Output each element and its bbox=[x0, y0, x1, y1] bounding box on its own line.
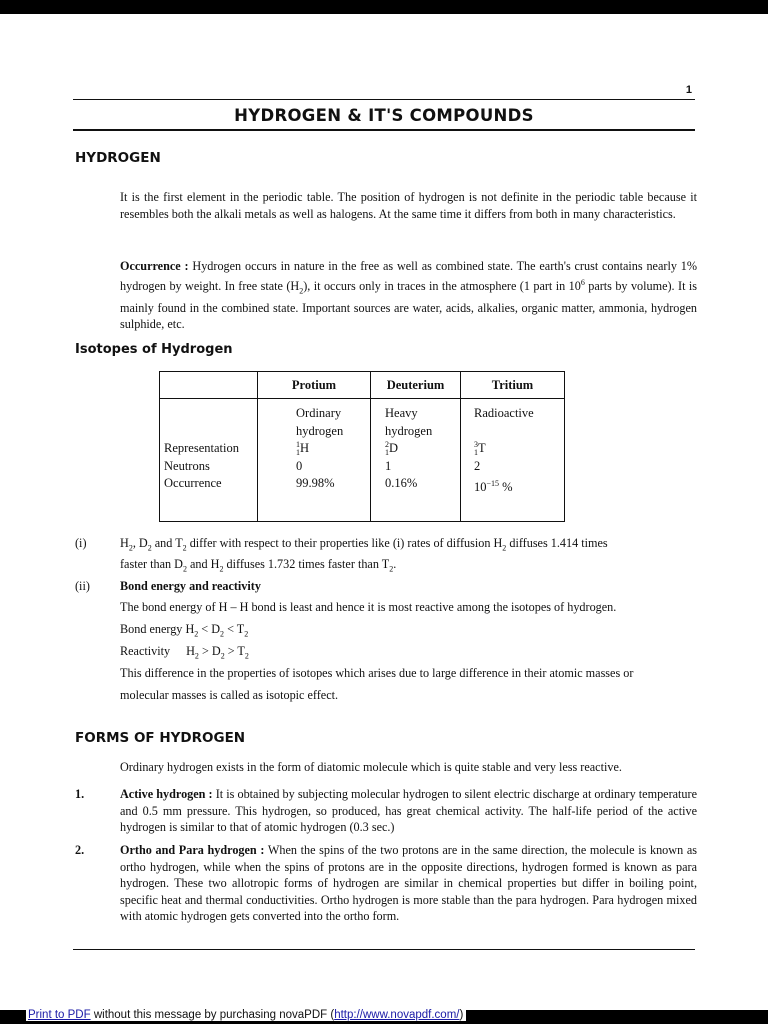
item-2-paragraph: Ortho and Para hydrogen : When the spins of the two protons are in the same direction, the molecule is known as ortho hydrogen, while when the spins of protons are in the opposite directions, hydrogen formed is known as para hydrogen. These two allotropic forms of hydrogen are similar in chemical properties but differ in boiling point, specific heat and thermal conductivities. Ortho hydrogen is more stable than the para hydrogen. Para hydrogen mixed with atomic hydrogen gets converted into the ortho form. bbox=[120, 843, 697, 923]
print-to-pdf-link[interactable]: Print to PDF bbox=[28, 1009, 91, 1021]
reactivity-line: Reactivity $H_2 > D_2 > T_2$ bbox=[120, 644, 249, 661]
point-i-line-1: $H_2$, $D_2$ and $T_2$ differ with respect to their properties like (i) rates of diffusion $H_2$ diffuses 1.414 times bbox=[120, 536, 608, 553]
bottom-rule bbox=[73, 949, 695, 950]
title-bottom-rule bbox=[73, 129, 695, 131]
header-deuterium: Deuterium bbox=[371, 372, 461, 399]
item-2-number: 2. bbox=[75, 843, 85, 857]
footer-message: Print to PDF without this message by purchasing novaPDF (http://www.novapdf.com/) bbox=[26, 1009, 466, 1021]
isotope-table bbox=[159, 371, 565, 522]
item-1-paragraph: Active hydrogen : It is obtained by subjecting molecular hydrogen to silent electric discharge at ordinary temperature and 0.5 mm pressure. This hydrogen, so produced, has great chemical activity. The half-life period of the active hydrogen is similar to that of atomic hydrogen (0.3 sec.) bbox=[120, 787, 697, 834]
tritium-occurrence: $10^{-15}$ % bbox=[474, 479, 513, 495]
tritium-cell: Radioactive 3 1T 2 $10^{-15}$ % bbox=[461, 399, 565, 522]
point-ii-line-1: The bond energy of H – H bond is least and hence it is most reactive among the isotopes of hydrogen. bbox=[120, 600, 617, 614]
row-label-occurrence: Occurrence bbox=[164, 476, 222, 490]
protium-symbol: 1 1H bbox=[296, 440, 310, 458]
section-heading-hydrogen: HYDROGEN bbox=[75, 150, 161, 166]
page-number: 1 bbox=[685, 84, 692, 96]
row-labels-cell bbox=[160, 399, 258, 522]
tritium-symbol: 3 1T bbox=[474, 440, 486, 458]
point-ii-line-4: This difference in the properties of isotopes which arises due to large difference in their atomic masses or bbox=[120, 666, 634, 680]
row-label-neutrons: Neutrons bbox=[164, 458, 210, 473]
point-i-label: (i) bbox=[75, 536, 87, 550]
point-ii-label: (ii) bbox=[75, 579, 90, 593]
forms-intro: Ordinary hydrogen exists in the form of diatomic molecule which is quite stable and very less reactive. bbox=[120, 760, 622, 774]
occurrence-label: Occurrence : bbox=[120, 259, 189, 273]
section-heading-forms: FORMS OF HYDROGEN bbox=[75, 730, 246, 746]
protium-cell: Ordinary hydrogen 1 1H 0 99.98% bbox=[258, 399, 371, 522]
novapdf-link[interactable]: http://www.novapdf.com/ bbox=[334, 1009, 460, 1021]
point-i-line-2: faster than $D_2$ and $H_2$ diffuses 1.732 times faster than $T_2$. bbox=[120, 557, 397, 574]
title-top-rule bbox=[73, 99, 695, 100]
row-label-representation: Representation bbox=[164, 441, 239, 455]
point-ii-heading: Bond energy and reactivity bbox=[120, 579, 261, 593]
bond-energy-line: Bond energy $H_2 < D_2 < T_2$ bbox=[120, 622, 249, 639]
item-1-number: 1. bbox=[75, 787, 85, 801]
deuterium-cell: Heavy hydrogen 2 1D 1 0.16% bbox=[371, 399, 461, 522]
intro-paragraph: It is the first element in the periodic table. The position of hydrogen is not definite in the periodic table because it resembles both the alkali metals as well as halogens. At the same time it differs from both in many characteristics. bbox=[120, 190, 697, 221]
header-empty-cell bbox=[160, 372, 258, 399]
header-tritium: Tritium bbox=[461, 372, 565, 399]
header-protium: Protium bbox=[258, 372, 371, 399]
item-2-label: Ortho and Para hydrogen : bbox=[120, 843, 265, 857]
top-black-bar bbox=[0, 0, 768, 14]
isotope-table-body bbox=[160, 399, 565, 522]
section-heading-isotopes: Isotopes of Hydrogen bbox=[75, 342, 233, 357]
page-title: HYDROGEN & IT'S COMPOUNDS bbox=[234, 106, 534, 125]
occurrence-paragraph: Occurrence : Hydrogen occurs in nature in the free as well as combined state. The earth's crust contains nearly 1% hydrogen by weight. In free state $(H_2)$, it occurs only in traces in the atmosphere (1 part in $10^6$ parts by volume). It is mainly found in the combined state. Important sources are water, acids, alkalies, organic matter, ammonia, hydrogen sulphide, etc. bbox=[120, 259, 698, 331]
item-1-label: Active hydrogen : bbox=[120, 787, 213, 801]
point-ii-line-5: molecular masses is called as isotopic effect. bbox=[120, 688, 339, 702]
deuterium-symbol: 2 1D bbox=[385, 440, 399, 458]
isotope-table-header bbox=[160, 372, 565, 399]
